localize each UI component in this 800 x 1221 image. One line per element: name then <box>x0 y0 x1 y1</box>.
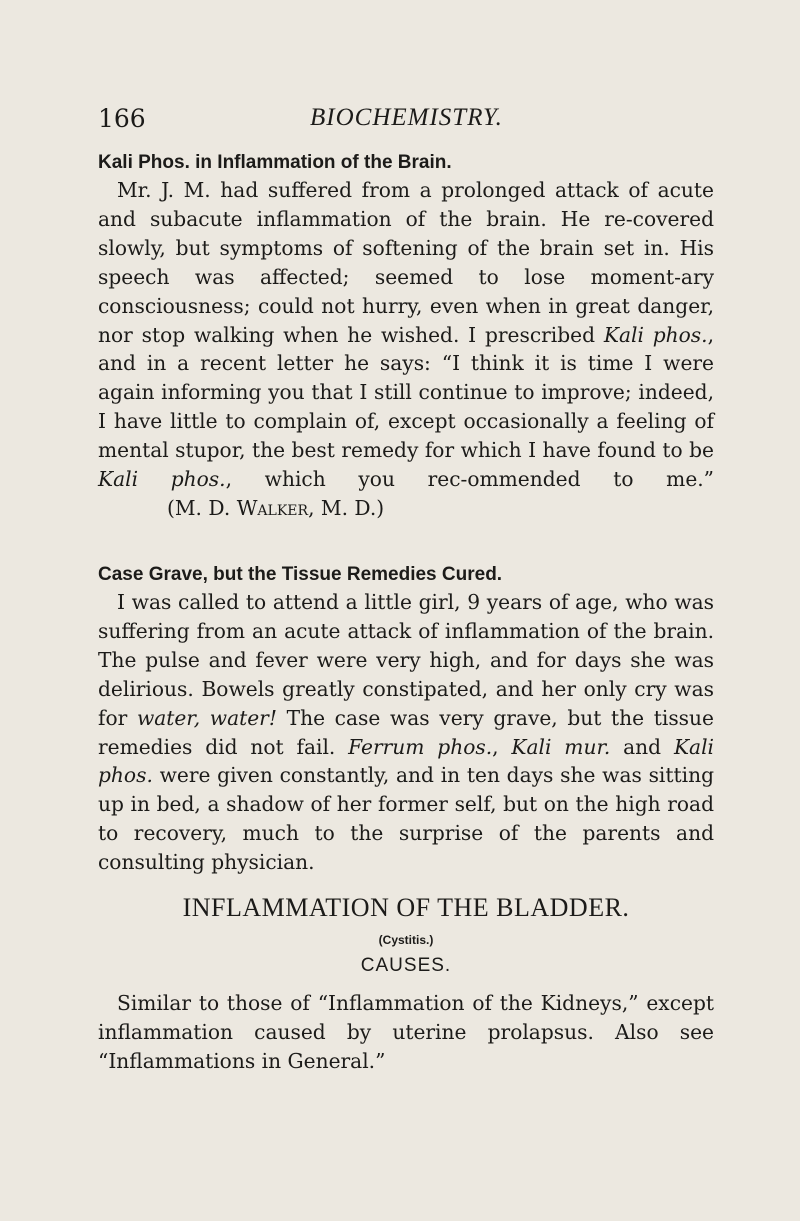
running-title: BIOCHEMISTRY. <box>310 104 503 131</box>
emphasis: water, water! <box>136 705 277 730</box>
case-text: Mr. J. M. had suffered from a prolonged attack of acute and subacute inflammation of the brain. He re-covered slowly, but symptoms of softening of the brain set in. His speech was affected; seemed to lose moment-ary consciousness; could not hurry, even when in great danger, nor stop walking when he wished. I prescribed <box>98 178 714 347</box>
remedy-name: Ferrum phos. <box>348 734 493 759</box>
page-number: 166 <box>98 104 146 133</box>
case-text: I was called to attend a little girl, 9 years of age, who was suffering from an acute attack of inflammation of the brain. The pulse and fever were very high, and for days she was delirious. Bowels greatly constipated, and her only cry was for <box>98 590 714 730</box>
case-heading: Kali Phos. in Inflammation of the Brain. <box>98 152 452 173</box>
remedy-name: Kali phos. <box>98 467 226 492</box>
remedy-name: Kali phos. <box>98 734 714 788</box>
case-text: The case was very grave, but the tissue remedies did not fail. <box>98 705 714 759</box>
signature-name: Walker <box>236 495 309 520</box>
causes-paragraph: Similar to those of “Inflammation of the Kidneys,” except inflammation caused by uterine prolapsus. Also see “Inflammations in General.” <box>98 991 714 1073</box>
separator: and <box>610 734 674 759</box>
separator: , <box>492 734 512 759</box>
signature-open: (M. D. <box>167 495 237 520</box>
running-head <box>98 104 708 140</box>
case-grave-cured <box>98 562 714 877</box>
case-text: were given constantly, and in ten days she was sitting up in bed, a shadow of her former self, but on the high road to recovery, much to the surprise of the parents and consulting physician. <box>98 763 714 875</box>
section-subtitle: (Cystitis.) <box>378 933 434 947</box>
case-text: , which you rec-ommended to me.” <box>225 467 714 492</box>
case-text: , and in a recent letter he says: “I think it is time I were again informing you that I still continue to improve; indeed, I have little to complain of, except occasionally a feeling of mental stupor, the best remedy for which I have found to be <box>98 322 714 463</box>
signature-close: , M. D.) <box>308 495 385 520</box>
causes-block <box>98 989 714 1076</box>
signature <box>148 494 384 523</box>
remedy-name: Kali phos. <box>603 322 708 347</box>
remedy-name: Kali mur. <box>511 734 611 759</box>
case-paragraph <box>98 588 714 877</box>
section-title: INFLAMMATION OF THE BLADDER. <box>182 893 630 922</box>
case-paragraph <box>98 176 714 523</box>
case-heading: Case Grave, but the Tissue Remedies Cured. <box>98 564 503 585</box>
case-kali-phos-brain <box>98 150 714 523</box>
causes-heading: CAUSES. <box>360 955 452 976</box>
